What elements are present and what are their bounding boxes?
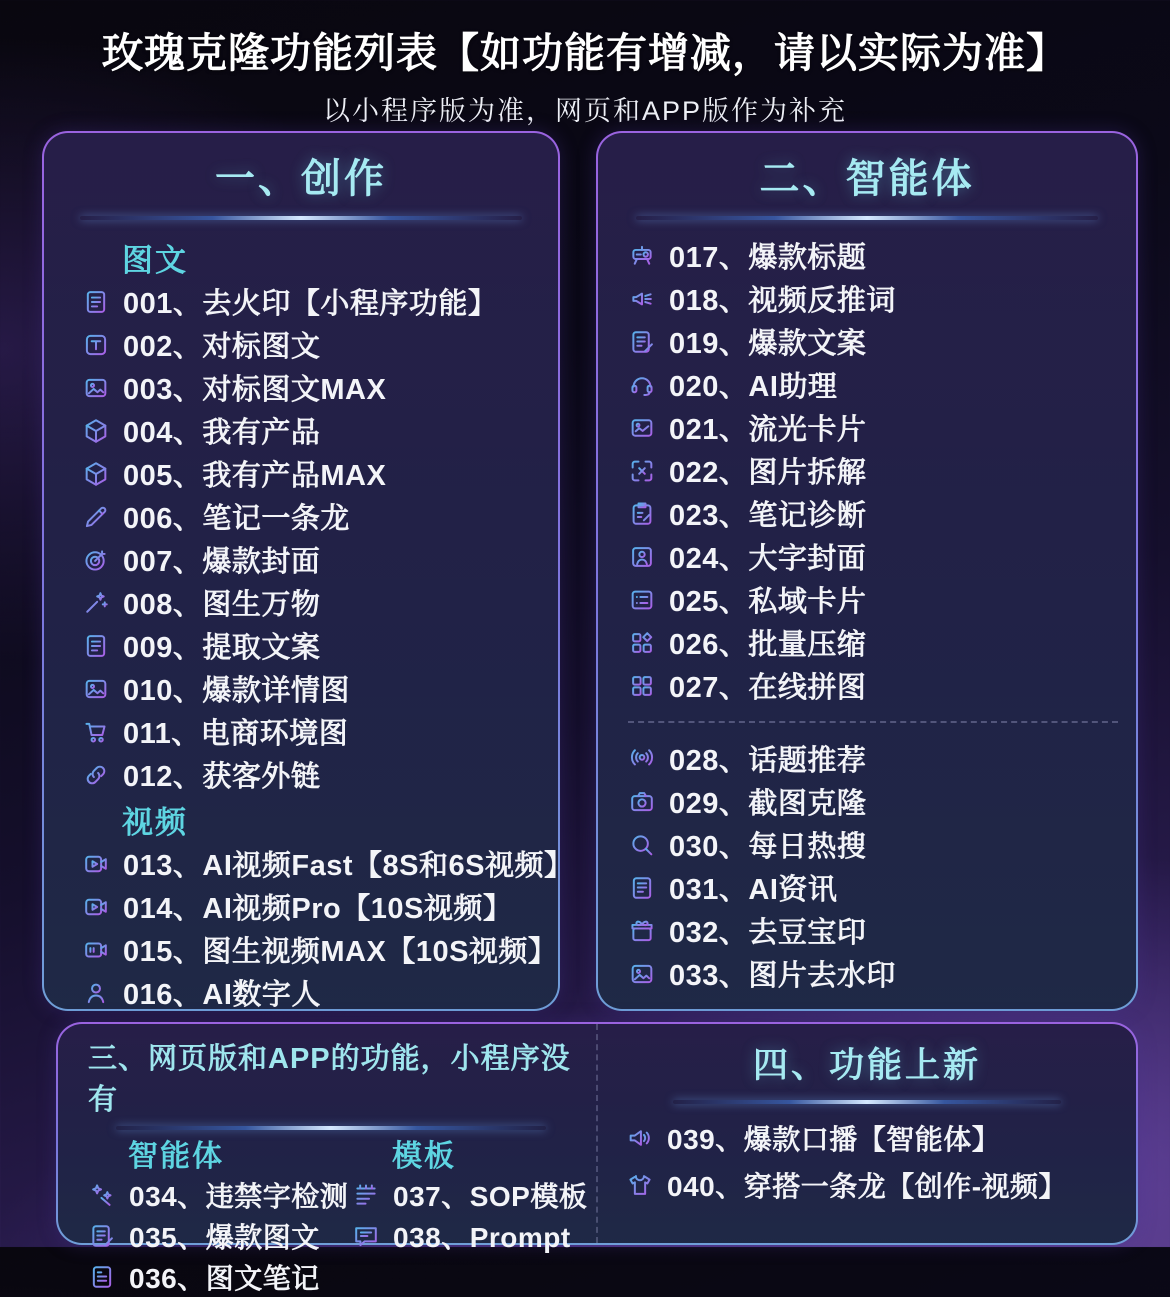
feature-item [628,823,1128,866]
feature-item-text: 013、AI视频Fast【8S和6S视频】 [123,850,574,882]
feature-item-text: 029、截图克隆 [669,788,867,820]
cube-icon [82,417,110,445]
link-icon [82,761,110,789]
document-icon [82,632,110,660]
group-label: 图文 [122,242,188,278]
chat-icon [352,1222,380,1250]
feature-item-text: 015、图生视频MAX【10S视频】 [123,936,558,968]
feature-item [82,366,550,409]
feature-item [82,710,550,753]
feature-item-text: 032、去豆宝印 [669,917,867,949]
group-label: 模板 [392,1140,456,1173]
feature-item-text: 022、图片拆解 [669,457,867,489]
projector-icon [628,242,656,270]
feature-item [82,280,550,323]
feature-item [352,1174,596,1215]
section-creation-panel [42,131,574,1011]
pencil-icon [82,503,110,531]
feature-item-text: 001、去火印【小程序功能】 [123,288,498,320]
feature-item-text: 031、AI资讯 [669,874,838,906]
feature-item-text: 040、穿搭一条龙【创作-视频】 [667,1170,1068,1202]
card-list-icon [628,586,656,614]
tshirt-icon [626,1171,654,1199]
feature-item-text: 008、图生万物 [123,589,321,621]
document-edit-icon [88,1222,116,1250]
feature-item [628,320,1128,363]
feature-item-text: 009、提取文案 [123,632,321,664]
feature-item-text: 034、违禁字检测 [129,1180,349,1212]
feature-item-text: 017、爆款标题 [669,242,867,274]
feature-item-text: 007、爆款封面 [123,546,321,578]
feature-item [628,492,1128,535]
feature-item-text: 037、SOP模板 [393,1180,588,1212]
person-icon [82,979,110,1007]
feature-item [628,406,1128,449]
portrait-icon [628,543,656,571]
feature-item-text: 014、AI视频Pro【10S视频】 [123,893,513,925]
feature-item [628,780,1128,823]
feature-item-text: 011、电商环境图 [123,718,349,750]
note-icon [88,1263,116,1291]
feature-item-text: 018、视频反推词 [669,285,896,317]
feature-item-text: 021、流光卡片 [669,414,867,446]
feature-item [82,842,574,885]
feature-item [628,866,1128,909]
video-play-icon [82,850,110,878]
feature-item-text: 026、批量压缩 [669,629,867,661]
page-title: 玫瑰克隆功能列表【如功能有增减，请以实际为准】 [102,30,1068,76]
feature-item [88,1174,352,1215]
feature-item-text: 039、爆款口播【智能体】 [667,1123,1001,1155]
section-new-features-title: 四、功能上新 [752,1046,981,1085]
feature-item-text: 028、话题推荐 [669,745,867,777]
sparkle-icon [88,1181,116,1209]
image-icon [628,960,656,988]
feature-item [82,581,550,624]
section-web-app-title: 三、网页版和APP的功能，小程序没有 [88,1043,571,1116]
feature-item [88,1215,352,1256]
feature-item [82,928,558,971]
feature-item-text: 020、AI助理 [669,371,838,403]
web-app-columns [88,1132,596,1297]
video-camera-icon [82,936,110,964]
feature-item-text: 038、Prompt [393,1221,571,1253]
feature-item-text: 033、图片去水印 [669,960,896,992]
feature-item [352,1215,596,1256]
feature-item-text: 036、图文笔记 [129,1262,320,1294]
section-new-features [598,1024,1136,1243]
feature-item [82,624,550,667]
light-streak-divider [116,1126,546,1130]
feature-item [628,909,1128,952]
section-bottom-panel [56,1022,1138,1294]
feature-item-text: 019、爆款文案 [669,328,867,360]
template-icon [352,1181,380,1209]
feature-item-text: 012、获客外链 [123,761,321,793]
feature-item [82,323,550,366]
cube-icon [82,460,110,488]
video-play-icon [82,893,110,921]
feature-item [628,578,1128,621]
feature-column [352,1132,596,1297]
target-icon [82,546,110,574]
feature-item [82,885,550,928]
news-icon [628,874,656,902]
feature-column [88,1132,352,1297]
new-features-list [598,1104,1136,1208]
image-icon [82,374,110,402]
dashed-divider [628,721,1118,723]
image-icon [82,675,110,703]
page-subtitle: 以小程序版为准，网页和APP版作为补充 [322,96,848,126]
card-image-icon [628,414,656,442]
document-edit-icon [628,328,656,356]
feature-item [82,971,550,1014]
feature-item [628,737,1128,780]
feature-item [82,667,550,710]
creation-feature-list [44,220,574,1014]
headset-icon [628,371,656,399]
magic-wand-icon [82,589,110,617]
feature-item-text: 035、爆款图文 [129,1221,320,1253]
feature-item-text: 003、对标图文MAX [123,374,387,406]
agents-feature-list [598,220,1136,995]
feature-item [82,538,550,581]
grid-icon [628,672,656,700]
section-agents-title: 二、智能体 [759,157,975,201]
feature-item-text: 002、对标图文 [123,331,321,363]
gift-icon [628,917,656,945]
feature-item-text: 024、大字封面 [669,543,867,575]
feature-item-text: 010、爆款详情图 [123,675,350,707]
clipboard-icon [628,500,656,528]
document-icon [82,288,110,316]
search-icon [628,831,656,859]
cart-icon [82,718,110,746]
feature-item-text: 005、我有产品MAX [123,460,387,492]
group-label: 视频 [122,804,188,840]
feature-item [626,1161,1136,1208]
feature-item [88,1256,352,1297]
broadcast-icon [628,745,656,773]
feature-item [82,409,550,452]
feature-item-text: 004、我有产品 [123,417,321,449]
megaphone-icon [628,285,656,313]
feature-item-text: 025、私域卡片 [669,586,867,618]
blocks-icon [628,629,656,657]
feature-item [626,1114,1136,1161]
feature-item [628,621,1128,664]
feature-item-text: 016、AI数字人 [123,979,321,1011]
feature-item [628,449,1128,492]
section-web-app [58,1024,598,1294]
section-agents-panel [596,131,1138,1011]
group-label: 智能体 [128,1140,224,1173]
feature-item [628,277,1128,320]
text-icon [82,331,110,359]
feature-item [628,363,1128,406]
feature-item [628,535,1128,578]
camera-icon [628,788,656,816]
feature-item-text: 027、在线拼图 [669,672,867,704]
speaker-icon [626,1124,654,1152]
feature-item [628,664,1128,707]
feature-item [82,452,550,495]
feature-item [628,234,1128,277]
feature-item-text: 030、每日热搜 [669,831,867,863]
feature-item [82,753,550,796]
feature-item-text: 006、笔记一条龙 [123,503,350,535]
feature-item-text: 023、笔记诊断 [669,500,867,532]
feature-item [628,952,1128,995]
feature-item [82,495,550,538]
section-creation-title: 一、创作 [215,157,387,201]
expand-icon [628,457,656,485]
